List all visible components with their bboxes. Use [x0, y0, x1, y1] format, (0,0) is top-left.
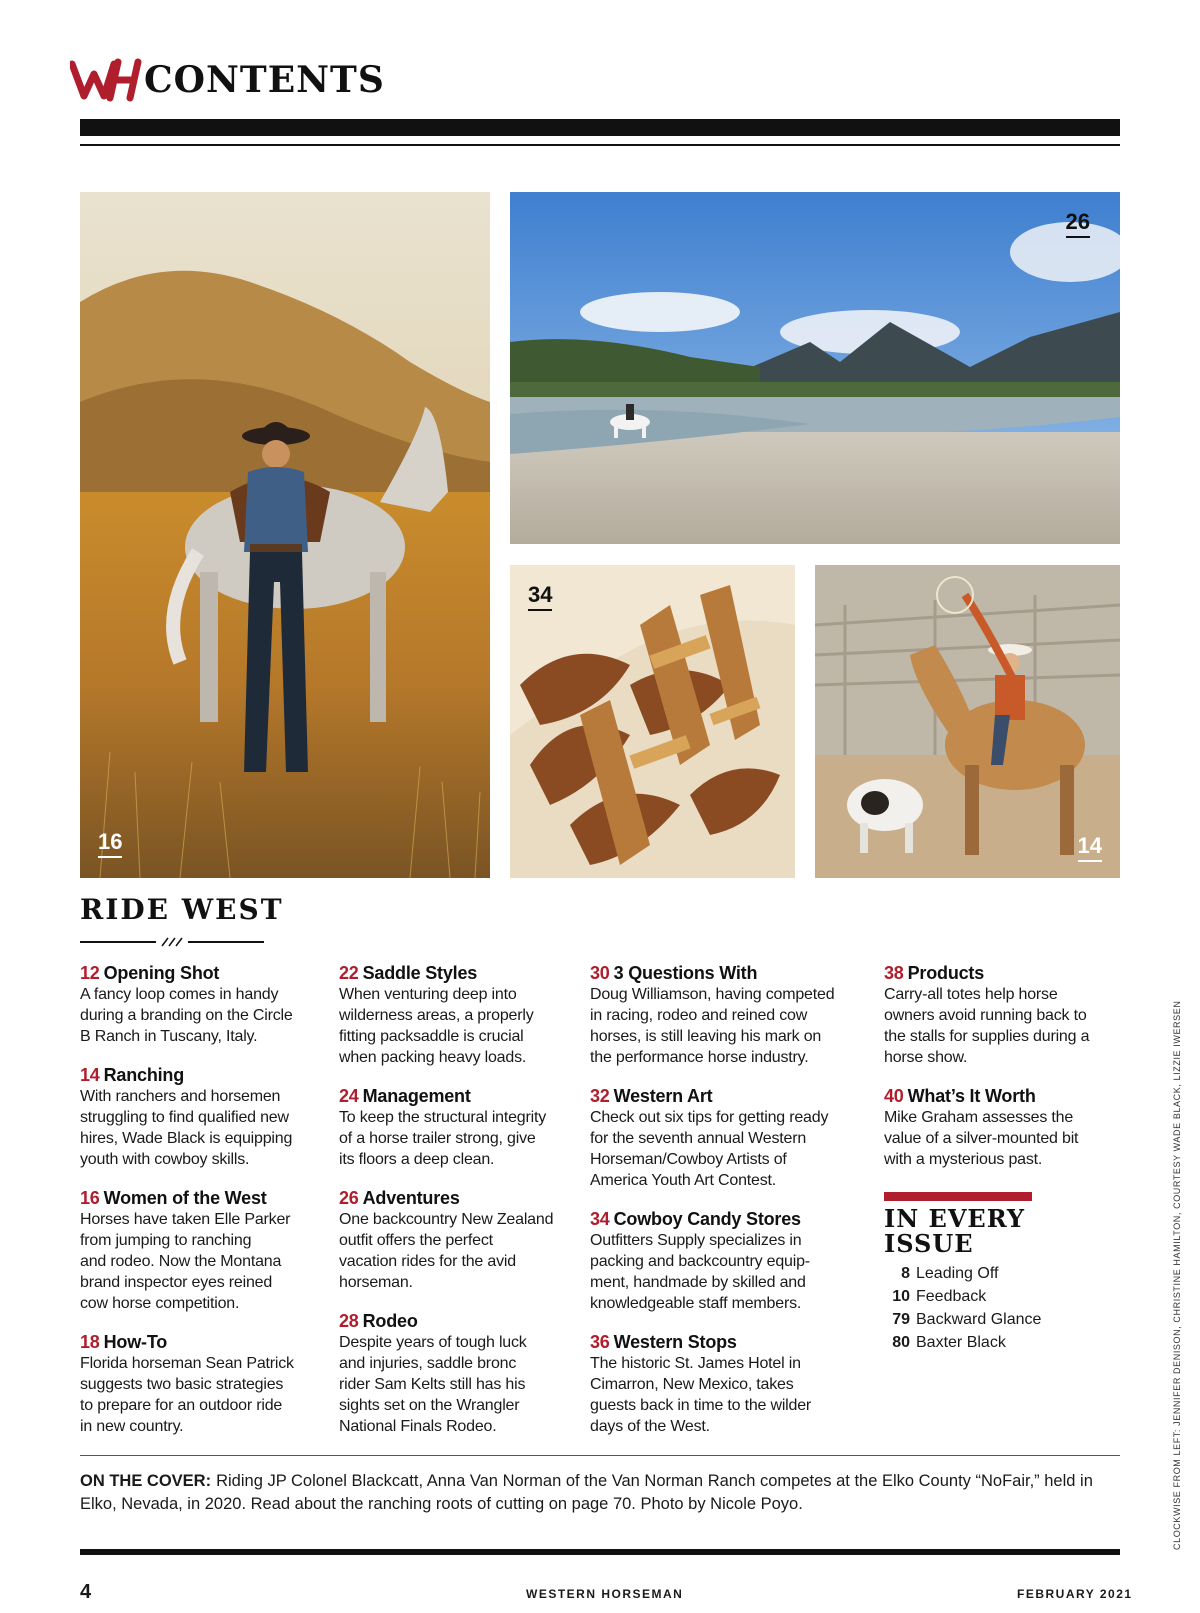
in-every-issue-label: Baxter Black: [916, 1334, 1006, 1351]
toc-entry[interactable]: [80, 1187, 320, 1314]
toc-entry-desc: Outfitters Supply specializes in packing and backcountry equip- ment, handmade by skilled and knowledgeable staff members.: [590, 1232, 810, 1312]
toc-entry-desc: To keep the structural integrity of a horse trailer strong, give its floors a deep clean.: [339, 1109, 547, 1168]
toc-entry-desc: Horses have taken Elle Parker from jumping to ranching and rodeo. Now the Montana brand inspector eyes reined cow horse competition.: [80, 1211, 291, 1312]
toc-entry[interactable]: [339, 1085, 579, 1170]
page-title: CONTENTS: [144, 59, 385, 101]
toc-entry-page: 16: [80, 1188, 100, 1208]
toc-entry-desc: Check out six tips for getting ready for the seventh annual Western Horseman/Cowboy Artists of America Youth Art Contest.: [590, 1109, 829, 1189]
toc-entry-title: Western Art: [613, 1086, 713, 1106]
photo-cowgirl-page: 16: [98, 830, 122, 858]
cover-note-rule: [80, 1455, 1120, 1456]
in-every-issue-item[interactable]: [884, 1331, 1041, 1354]
in-every-issue-label: Backward Glance: [916, 1311, 1042, 1328]
toc-entry-title: How-To: [103, 1332, 168, 1352]
in-every-issue-list: [884, 1262, 1041, 1354]
toc-column-2: [339, 962, 579, 1454]
toc-entry-page: 26: [339, 1188, 359, 1208]
cover-note-label: ON THE COVER:: [80, 1472, 212, 1490]
in-every-issue-label: Feedback: [916, 1288, 987, 1305]
photo-river-page: 26: [1066, 210, 1090, 238]
toc-entry[interactable]: [884, 962, 1129, 1068]
toc-entry[interactable]: [80, 1331, 320, 1437]
toc-entry-title: Products: [907, 963, 985, 983]
magazine-name: WESTERN HORSEMAN: [526, 1587, 684, 1601]
page-number: 4: [80, 1581, 92, 1603]
toc-entry-page: 30: [590, 963, 610, 983]
issue-date: FEBRUARY 2021: [1017, 1587, 1133, 1601]
toc-entry-page: 38: [884, 963, 904, 983]
header-rule-thick: [80, 119, 1120, 136]
in-every-issue-item[interactable]: [884, 1262, 1041, 1285]
photo-wood-page: 34: [528, 583, 552, 611]
photo-roping-page: 14: [1078, 834, 1102, 862]
in-every-issue-page: 79: [892, 1311, 910, 1328]
toc-entry-page: 34: [590, 1209, 610, 1229]
toc-entry-page: 32: [590, 1086, 610, 1106]
toc-entry-title: Cowboy Candy Stores: [613, 1209, 801, 1229]
photo-river: [510, 192, 1120, 544]
toc-entry[interactable]: [590, 1208, 865, 1314]
toc-entry-title: What’s It Worth: [907, 1086, 1036, 1106]
toc-entry[interactable]: [339, 1310, 579, 1437]
toc-entry[interactable]: [884, 1085, 1129, 1170]
in-every-issue-bar: [884, 1192, 1032, 1201]
header-rule-thin: [80, 144, 1120, 146]
photo-wood: [510, 565, 795, 878]
toc-entry[interactable]: [80, 1064, 320, 1170]
in-every-issue-label: Leading Off: [916, 1265, 999, 1282]
wh-logo: [70, 58, 142, 102]
cover-note-text: Riding JP Colonel Blackcatt, Anna Van Norman of the Van Norman Ranch competes at the Elko County “NoFair,” held in Elko, Nevada, in 2020. Read about the ranching roots of cutting on page 70. Photo by Nicole Poyo.: [80, 1472, 1093, 1513]
toc-entry-title: Western Stops: [613, 1332, 737, 1352]
in-every-issue-page: 80: [892, 1334, 910, 1351]
toc-entry-desc: Despite years of tough luck and injuries, saddle bronc rider Sam Kelts still has his sights set on the Wrangler National Finals Rodeo.: [339, 1334, 527, 1435]
footer-rule: [80, 1549, 1120, 1555]
toc-entry-title: Opening Shot: [103, 963, 220, 983]
in-every-issue-page: 8: [901, 1265, 910, 1282]
toc-entry-desc: One backcountry New Zealand outfit offers the perfect vacation rides for the avid horseman.: [339, 1211, 554, 1291]
in-every-issue-item[interactable]: [884, 1308, 1041, 1331]
toc-entry-desc: A fancy loop comes in handy during a branding on the Circle B Ranch in Tuscany, Italy.: [80, 986, 293, 1045]
toc-entry[interactable]: [339, 1187, 579, 1293]
toc-entry-desc: Florida horseman Sean Patrick suggests two basic strategies to prepare for an outdoor ride in new country.: [80, 1355, 294, 1435]
section-title-ornament: [80, 935, 264, 947]
toc-entry[interactable]: [590, 1331, 865, 1437]
toc-entry-desc: Carry-all totes help horse owners avoid running back to the stalls for supplies during a horse show.: [884, 986, 1090, 1066]
toc-entry-desc: When venturing deep into wilderness areas, a properly fitting packsaddle is crucial when packing heavy loads.: [339, 986, 534, 1066]
toc-entry[interactable]: [590, 962, 865, 1068]
toc-entry-desc: Mike Graham assesses the value of a silver-mounted bit with a mysterious past.: [884, 1109, 1079, 1168]
toc-entry-title: 3 Questions With: [613, 963, 758, 983]
toc-entry-page: 40: [884, 1086, 904, 1106]
toc-entry-page: 18: [80, 1332, 100, 1352]
toc-entry-page: 36: [590, 1332, 610, 1352]
in-every-issue-page: 10: [892, 1288, 910, 1305]
toc-entry-title: Saddle Styles: [362, 963, 478, 983]
toc-entry-title: Rodeo: [362, 1311, 418, 1331]
photo-roping: [815, 565, 1120, 878]
toc-column-4: [884, 962, 1129, 1187]
toc-entry-title: Women of the West: [103, 1188, 267, 1208]
in-every-issue-title: IN EVERY ISSUE: [884, 1204, 1026, 1258]
toc-entry-page: 24: [339, 1086, 359, 1106]
section-title: RIDE WEST: [80, 893, 284, 926]
cover-note: [80, 1470, 1120, 1516]
toc-entry[interactable]: [80, 962, 320, 1047]
toc-entry-desc: Doug Williamson, having competed in racing, rodeo and reined cow horses, is still leaving his mark on the performance horse industry.: [590, 986, 835, 1066]
toc-entry[interactable]: [590, 1085, 865, 1191]
toc-entry-title: Adventures: [362, 1188, 460, 1208]
toc-entry-page: 14: [80, 1065, 100, 1085]
toc-entry-desc: The historic St. James Hotel in Cimarron, New Mexico, takes guests back in time to the wilder days of the West.: [590, 1355, 812, 1435]
toc-entry-page: 22: [339, 963, 359, 983]
in-every-issue-item[interactable]: [884, 1285, 1041, 1308]
toc-entry-title: Ranching: [103, 1065, 185, 1085]
toc-column-1: [80, 962, 320, 1454]
toc-entry-title: Management: [362, 1086, 471, 1106]
toc-entry[interactable]: [339, 962, 579, 1068]
toc-entry-page: 28: [339, 1311, 359, 1331]
toc-entry-desc: With ranchers and horsemen struggling to find qualified new hires, Wade Black is equipping youth with cowboy skills.: [80, 1088, 293, 1168]
toc-entry-page: 12: [80, 963, 100, 983]
photo-credit: CLOCKWISE FROM LEFT: JENNIFER DENISON, CHRISTINE HAMILTON, COURTESY WADE BLACK, LIZZIE IWERSEN: [1172, 1000, 1182, 1550]
photo-cowgirl: [80, 192, 490, 878]
toc-column-3: [590, 962, 865, 1454]
